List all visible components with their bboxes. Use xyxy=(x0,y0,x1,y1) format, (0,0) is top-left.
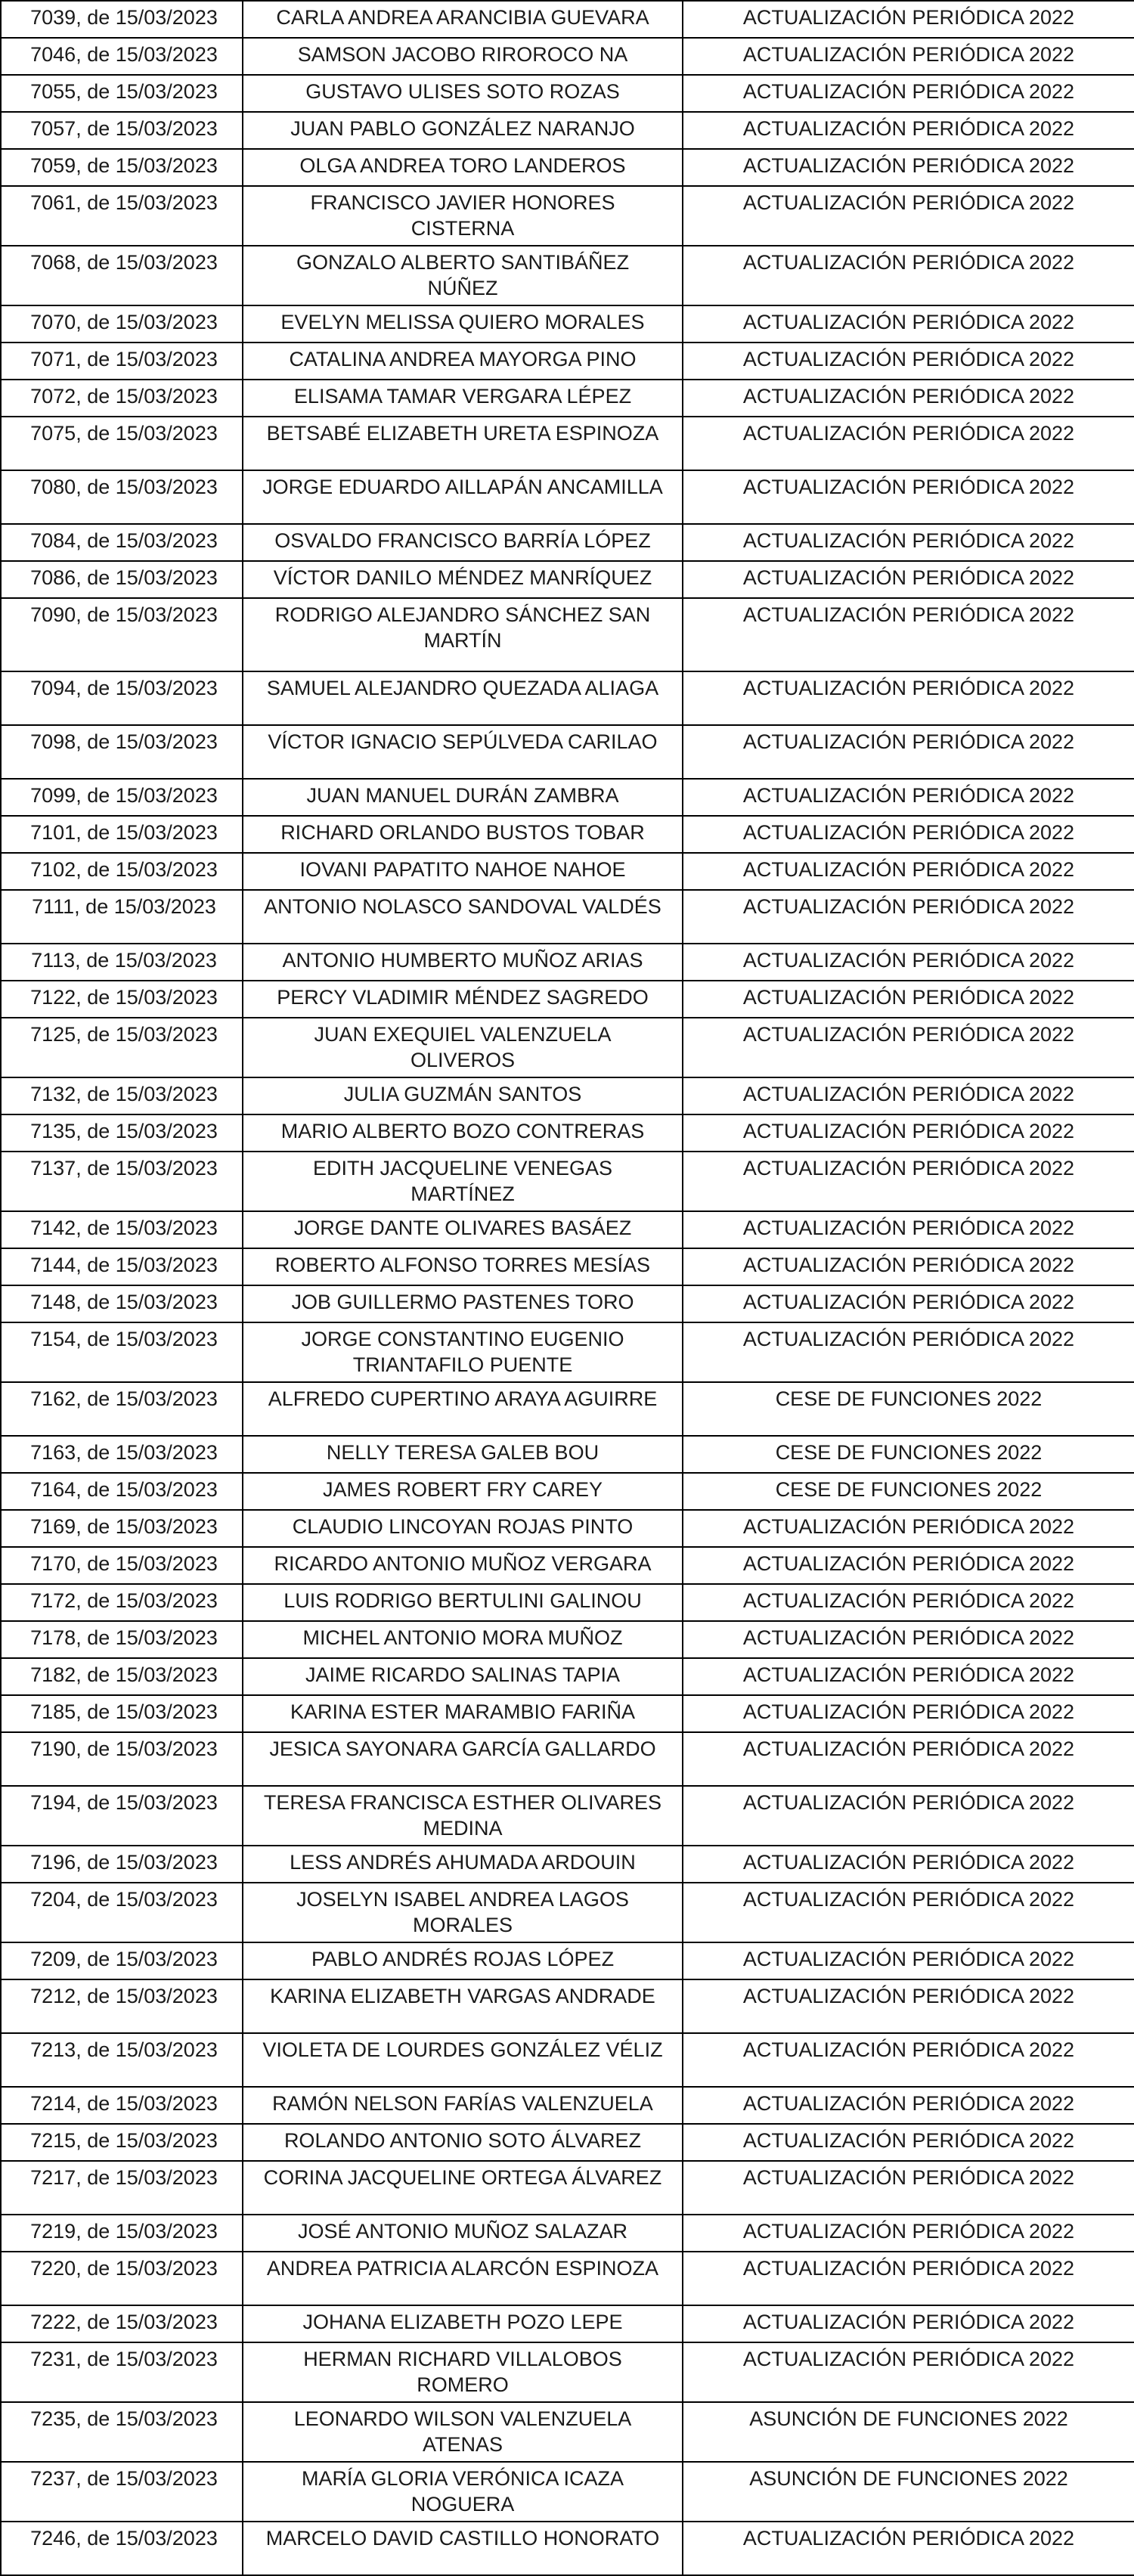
resolution-cell: 7204, de 15/03/2023 xyxy=(1,1883,243,1942)
table-row xyxy=(1,2402,1134,2462)
table-row xyxy=(1,1695,1134,1732)
table-row xyxy=(1,890,1134,944)
type-cell: ACTUALIZACIÓN PERIÓDICA 2022 xyxy=(683,524,1134,561)
name-cell: JUAN MANUEL DURÁN ZAMBRA xyxy=(243,779,683,816)
type-cell: ACTUALIZACIÓN PERIÓDICA 2022 xyxy=(683,2252,1134,2305)
type-cell: CESE DE FUNCIONES 2022 xyxy=(683,1473,1134,1510)
resolution-cell: 7075, de 15/03/2023 xyxy=(1,417,243,470)
name-cell: SAMUEL ALEJANDRO QUEZADA ALIAGA xyxy=(243,671,683,725)
name-cell: FRANCISCO JAVIER HONORES CISTERNA xyxy=(243,186,683,246)
name-cell: CLAUDIO LINCOYAN ROJAS PINTO xyxy=(243,1510,683,1547)
table-row xyxy=(1,2124,1134,2161)
table-row xyxy=(1,1114,1134,1152)
name-cell: GUSTAVO ULISES SOTO ROZAS xyxy=(243,75,683,112)
table-row xyxy=(1,1621,1134,1658)
name-cell: JESICA SAYONARA GARCÍA GALLARDO xyxy=(243,1732,683,1786)
resolution-cell: 7144, de 15/03/2023 xyxy=(1,1248,243,1285)
resolution-cell: 7182, de 15/03/2023 xyxy=(1,1658,243,1695)
type-cell: ACTUALIZACIÓN PERIÓDICA 2022 xyxy=(683,2033,1134,2087)
type-cell: ACTUALIZACIÓN PERIÓDICA 2022 xyxy=(683,725,1134,779)
resolution-cell: 7068, de 15/03/2023 xyxy=(1,246,243,305)
name-cell: ALFREDO CUPERTINO ARAYA AGUIRRE xyxy=(243,1382,683,1436)
table-row xyxy=(1,1883,1134,1942)
name-cell: JAIME RICARDO SALINAS TAPIA xyxy=(243,1658,683,1695)
table-row xyxy=(1,1786,1134,1846)
type-cell: ACTUALIZACIÓN PERIÓDICA 2022 xyxy=(683,1942,1134,1979)
table-row xyxy=(1,779,1134,816)
type-cell: ASUNCIÓN DE FUNCIONES 2022 xyxy=(683,2402,1134,2462)
resolution-cell: 7209, de 15/03/2023 xyxy=(1,1942,243,1979)
type-cell: ACTUALIZACIÓN PERIÓDICA 2022 xyxy=(683,1658,1134,1695)
table-row xyxy=(1,1382,1134,1436)
table-row xyxy=(1,671,1134,725)
table-row xyxy=(1,1436,1134,1473)
name-cell: CORINA JACQUELINE ORTEGA ÁLVAREZ xyxy=(243,2161,683,2215)
type-cell: ACTUALIZACIÓN PERIÓDICA 2022 xyxy=(683,112,1134,149)
name-cell: JUAN EXEQUIEL VALENZUELA OLIVEROS xyxy=(243,1018,683,1077)
name-cell: RICARDO ANTONIO MUÑOZ VERGARA xyxy=(243,1547,683,1584)
type-cell: ACTUALIZACIÓN PERIÓDICA 2022 xyxy=(683,1786,1134,1846)
type-cell: ACTUALIZACIÓN PERIÓDICA 2022 xyxy=(683,343,1134,380)
resolution-cell: 7190, de 15/03/2023 xyxy=(1,1732,243,1786)
name-cell: CATALINA ANDREA MAYORGA PINO xyxy=(243,343,683,380)
resolution-cell: 7163, de 15/03/2023 xyxy=(1,1436,243,1473)
name-cell: JOSELYN ISABEL ANDREA LAGOS MORALES xyxy=(243,1883,683,1942)
resolution-cell: 7122, de 15/03/2023 xyxy=(1,981,243,1018)
name-cell: ROBERTO ALFONSO TORRES MESÍAS xyxy=(243,1248,683,1285)
name-cell: IOVANI PAPATITO NAHOE NAHOE xyxy=(243,853,683,890)
type-cell: ACTUALIZACIÓN PERIÓDICA 2022 xyxy=(683,1732,1134,1786)
name-cell: LESS ANDRÉS AHUMADA ARDOUIN xyxy=(243,1846,683,1883)
type-cell: ACTUALIZACIÓN PERIÓDICA 2022 xyxy=(683,75,1134,112)
name-cell: VIOLETA DE LOURDES GONZÁLEZ VÉLIZ xyxy=(243,2033,683,2087)
type-cell: ACTUALIZACIÓN PERIÓDICA 2022 xyxy=(683,1211,1134,1248)
name-cell: ANTONIO NOLASCO SANDOVAL VALDÉS xyxy=(243,890,683,944)
type-cell: ACTUALIZACIÓN PERIÓDICA 2022 xyxy=(683,1510,1134,1547)
name-cell: RAMÓN NELSON FARÍAS VALENZUELA xyxy=(243,2087,683,2124)
name-cell: OSVALDO FRANCISCO BARRÍA LÓPEZ xyxy=(243,524,683,561)
table-row xyxy=(1,853,1134,890)
table-row xyxy=(1,2462,1134,2522)
resolution-cell: 7217, de 15/03/2023 xyxy=(1,2161,243,2215)
resolution-cell: 7194, de 15/03/2023 xyxy=(1,1786,243,1846)
table-row xyxy=(1,1942,1134,1979)
type-cell: ACTUALIZACIÓN PERIÓDICA 2022 xyxy=(683,1,1134,38)
type-cell: ACTUALIZACIÓN PERIÓDICA 2022 xyxy=(683,305,1134,343)
name-cell: MARÍA GLORIA VERÓNICA ICAZA NOGUERA xyxy=(243,2462,683,2522)
resolution-cell: 7154, de 15/03/2023 xyxy=(1,1322,243,1382)
name-cell: ELISAMA TAMAR VERGARA LÉPEZ xyxy=(243,380,683,417)
resolution-cell: 7222, de 15/03/2023 xyxy=(1,2305,243,2342)
type-cell: ACTUALIZACIÓN PERIÓDICA 2022 xyxy=(683,1979,1134,2033)
resolution-cell: 7072, de 15/03/2023 xyxy=(1,380,243,417)
resolution-cell: 7125, de 15/03/2023 xyxy=(1,1018,243,1077)
type-cell: ACTUALIZACIÓN PERIÓDICA 2022 xyxy=(683,2124,1134,2161)
name-cell: KARINA ESTER MARAMBIO FARIÑA xyxy=(243,1695,683,1732)
resolution-cell: 7113, de 15/03/2023 xyxy=(1,944,243,981)
table-row xyxy=(1,380,1134,417)
table-row xyxy=(1,1846,1134,1883)
name-cell: SAMSON JACOBO RIROROCO NA xyxy=(243,38,683,75)
name-cell: JUAN PABLO GONZÁLEZ NARANJO xyxy=(243,112,683,149)
resolution-cell: 7084, de 15/03/2023 xyxy=(1,524,243,561)
type-cell: ACTUALIZACIÓN PERIÓDICA 2022 xyxy=(683,1846,1134,1883)
table-row xyxy=(1,1152,1134,1211)
table-row xyxy=(1,2342,1134,2402)
table-row xyxy=(1,1473,1134,1510)
table-row xyxy=(1,1211,1134,1248)
name-cell: OLGA ANDREA TORO LANDEROS xyxy=(243,149,683,186)
table-row xyxy=(1,186,1134,246)
resolution-cell: 7046, de 15/03/2023 xyxy=(1,38,243,75)
table-row xyxy=(1,944,1134,981)
name-cell: MICHEL ANTONIO MORA MUÑOZ xyxy=(243,1621,683,1658)
resolution-cell: 7172, de 15/03/2023 xyxy=(1,1584,243,1621)
type-cell: ACTUALIZACIÓN PERIÓDICA 2022 xyxy=(683,246,1134,305)
resolution-cell: 7178, de 15/03/2023 xyxy=(1,1621,243,1658)
table-row xyxy=(1,246,1134,305)
type-cell: ACTUALIZACIÓN PERIÓDICA 2022 xyxy=(683,2305,1134,2342)
type-cell: ACTUALIZACIÓN PERIÓDICA 2022 xyxy=(683,598,1134,671)
resolution-cell: 7212, de 15/03/2023 xyxy=(1,1979,243,2033)
type-cell: ACTUALIZACIÓN PERIÓDICA 2022 xyxy=(683,1883,1134,1942)
resolution-cell: 7235, de 15/03/2023 xyxy=(1,2402,243,2462)
name-cell: RODRIGO ALEJANDRO SÁNCHEZ SAN MARTÍN xyxy=(243,598,683,671)
type-cell: ACTUALIZACIÓN PERIÓDICA 2022 xyxy=(683,1695,1134,1732)
resolution-cell: 7220, de 15/03/2023 xyxy=(1,2252,243,2305)
table-row xyxy=(1,343,1134,380)
type-cell: ACTUALIZACIÓN PERIÓDICA 2022 xyxy=(683,1621,1134,1658)
table-row xyxy=(1,725,1134,779)
table-row xyxy=(1,981,1134,1018)
type-cell: ACTUALIZACIÓN PERIÓDICA 2022 xyxy=(683,2215,1134,2252)
name-cell: CARLA ANDREA ARANCIBIA GUEVARA xyxy=(243,1,683,38)
resolution-cell: 7086, de 15/03/2023 xyxy=(1,561,243,598)
name-cell: ANTONIO HUMBERTO MUÑOZ ARIAS xyxy=(243,944,683,981)
name-cell: BETSABÉ ELIZABETH URETA ESPINOZA xyxy=(243,417,683,470)
type-cell: ACTUALIZACIÓN PERIÓDICA 2022 xyxy=(683,1584,1134,1621)
resolution-cell: 7094, de 15/03/2023 xyxy=(1,671,243,725)
type-cell: ACTUALIZACIÓN PERIÓDICA 2022 xyxy=(683,149,1134,186)
resolution-cell: 7213, de 15/03/2023 xyxy=(1,2033,243,2087)
table-row xyxy=(1,1979,1134,2033)
table-row xyxy=(1,1584,1134,1621)
type-cell: ACTUALIZACIÓN PERIÓDICA 2022 xyxy=(683,890,1134,944)
resolution-cell: 7071, de 15/03/2023 xyxy=(1,343,243,380)
table-row xyxy=(1,1732,1134,1786)
resolution-cell: 7135, de 15/03/2023 xyxy=(1,1114,243,1152)
name-cell: JOB GUILLERMO PASTENES TORO xyxy=(243,1285,683,1322)
resolution-cell: 7170, de 15/03/2023 xyxy=(1,1547,243,1584)
resolution-cell: 7090, de 15/03/2023 xyxy=(1,598,243,671)
resolution-cell: 7237, de 15/03/2023 xyxy=(1,2462,243,2522)
table-row xyxy=(1,2305,1134,2342)
name-cell: RICHARD ORLANDO BUSTOS TOBAR xyxy=(243,816,683,853)
type-cell: ACTUALIZACIÓN PERIÓDICA 2022 xyxy=(683,853,1134,890)
table-row xyxy=(1,561,1134,598)
table-row xyxy=(1,112,1134,149)
type-cell: CESE DE FUNCIONES 2022 xyxy=(683,1436,1134,1473)
type-cell: ACTUALIZACIÓN PERIÓDICA 2022 xyxy=(683,1285,1134,1322)
name-cell: LEONARDO WILSON VALENZUELA ATENAS xyxy=(243,2402,683,2462)
name-cell: PABLO ANDRÉS ROJAS LÓPEZ xyxy=(243,1942,683,1979)
type-cell: ACTUALIZACIÓN PERIÓDICA 2022 xyxy=(683,671,1134,725)
resolution-cell: 7148, de 15/03/2023 xyxy=(1,1285,243,1322)
name-cell: JORGE CONSTANTINO EUGENIO TRIANTAFILO PUENTE xyxy=(243,1322,683,1382)
name-cell: VÍCTOR IGNACIO SEPÚLVEDA CARILAO xyxy=(243,725,683,779)
table-row xyxy=(1,470,1134,524)
type-cell: ACTUALIZACIÓN PERIÓDICA 2022 xyxy=(683,1547,1134,1584)
resolution-cell: 7142, de 15/03/2023 xyxy=(1,1211,243,1248)
name-cell: JOSÉ ANTONIO MUÑOZ SALAZAR xyxy=(243,2215,683,2252)
name-cell: EVELYN MELISSA QUIERO MORALES xyxy=(243,305,683,343)
name-cell: JULIA GUZMÁN SANTOS xyxy=(243,1077,683,1114)
table-row xyxy=(1,1322,1134,1382)
resolution-cell: 7061, de 15/03/2023 xyxy=(1,186,243,246)
table-row xyxy=(1,149,1134,186)
resolution-cell: 7080, de 15/03/2023 xyxy=(1,470,243,524)
table-row xyxy=(1,305,1134,343)
table-row xyxy=(1,2033,1134,2087)
resolution-cell: 7039, de 15/03/2023 xyxy=(1,1,243,38)
table-row xyxy=(1,1248,1134,1285)
name-cell: VÍCTOR DANILO MÉNDEZ MANRÍQUEZ xyxy=(243,561,683,598)
resolution-cell: 7196, de 15/03/2023 xyxy=(1,1846,243,1883)
type-cell: ACTUALIZACIÓN PERIÓDICA 2022 xyxy=(683,981,1134,1018)
type-cell: CESE DE FUNCIONES 2022 xyxy=(683,1382,1134,1436)
table-row xyxy=(1,1510,1134,1547)
table-body xyxy=(1,1,1134,2575)
resolution-cell: 7099, de 15/03/2023 xyxy=(1,779,243,816)
type-cell: ACTUALIZACIÓN PERIÓDICA 2022 xyxy=(683,1248,1134,1285)
name-cell: GONZALO ALBERTO SANTIBÁÑEZ NÚÑEZ xyxy=(243,246,683,305)
resolution-cell: 7098, de 15/03/2023 xyxy=(1,725,243,779)
type-cell: ASUNCIÓN DE FUNCIONES 2022 xyxy=(683,2462,1134,2522)
resolution-cell: 7185, de 15/03/2023 xyxy=(1,1695,243,1732)
resolution-cell: 7070, de 15/03/2023 xyxy=(1,305,243,343)
table-row xyxy=(1,2087,1134,2124)
resolution-cell: 7137, de 15/03/2023 xyxy=(1,1152,243,1211)
name-cell: ROLANDO ANTONIO SOTO ÁLVAREZ xyxy=(243,2124,683,2161)
type-cell: ACTUALIZACIÓN PERIÓDICA 2022 xyxy=(683,2087,1134,2124)
table-row xyxy=(1,524,1134,561)
name-cell: PERCY VLADIMIR MÉNDEZ SAGREDO xyxy=(243,981,683,1018)
name-cell: MARCELO DAVID CASTILLO HONORATO xyxy=(243,2522,683,2575)
table-row xyxy=(1,75,1134,112)
type-cell: ACTUALIZACIÓN PERIÓDICA 2022 xyxy=(683,2342,1134,2402)
name-cell: JOHANA ELIZABETH POZO LEPE xyxy=(243,2305,683,2342)
table-row xyxy=(1,2252,1134,2305)
type-cell: ACTUALIZACIÓN PERIÓDICA 2022 xyxy=(683,779,1134,816)
name-cell: KARINA ELIZABETH VARGAS ANDRADE xyxy=(243,1979,683,2033)
type-cell: ACTUALIZACIÓN PERIÓDICA 2022 xyxy=(683,2522,1134,2575)
table-row xyxy=(1,38,1134,75)
resolution-cell: 7169, de 15/03/2023 xyxy=(1,1510,243,1547)
table-row xyxy=(1,1547,1134,1584)
name-cell: MARIO ALBERTO BOZO CONTRERAS xyxy=(243,1114,683,1152)
resolution-cell: 7215, de 15/03/2023 xyxy=(1,2124,243,2161)
name-cell: JORGE EDUARDO AILLAPÁN ANCAMILLA xyxy=(243,470,683,524)
type-cell: ACTUALIZACIÓN PERIÓDICA 2022 xyxy=(683,1152,1134,1211)
resolution-cell: 7219, de 15/03/2023 xyxy=(1,2215,243,2252)
resolution-cell: 7231, de 15/03/2023 xyxy=(1,2342,243,2402)
resolution-cell: 7101, de 15/03/2023 xyxy=(1,816,243,853)
resolution-cell: 7132, de 15/03/2023 xyxy=(1,1077,243,1114)
type-cell: ACTUALIZACIÓN PERIÓDICA 2022 xyxy=(683,2161,1134,2215)
type-cell: ACTUALIZACIÓN PERIÓDICA 2022 xyxy=(683,1322,1134,1382)
table-row xyxy=(1,1,1134,38)
table-row xyxy=(1,1077,1134,1114)
type-cell: ACTUALIZACIÓN PERIÓDICA 2022 xyxy=(683,380,1134,417)
name-cell: JAMES ROBERT FRY CAREY xyxy=(243,1473,683,1510)
name-cell: TERESA FRANCISCA ESTHER OLIVARES MEDINA xyxy=(243,1786,683,1846)
type-cell: ACTUALIZACIÓN PERIÓDICA 2022 xyxy=(683,1077,1134,1114)
name-cell: HERMAN RICHARD VILLALOBOS ROMERO xyxy=(243,2342,683,2402)
resolution-cell: 7055, de 15/03/2023 xyxy=(1,75,243,112)
name-cell: EDITH JACQUELINE VENEGAS MARTÍNEZ xyxy=(243,1152,683,1211)
type-cell: ACTUALIZACIÓN PERIÓDICA 2022 xyxy=(683,816,1134,853)
resolution-cell: 7059, de 15/03/2023 xyxy=(1,149,243,186)
type-cell: ACTUALIZACIÓN PERIÓDICA 2022 xyxy=(683,186,1134,246)
resolution-cell: 7164, de 15/03/2023 xyxy=(1,1473,243,1510)
resolution-cell: 7246, de 15/03/2023 xyxy=(1,2522,243,2575)
table-row xyxy=(1,1658,1134,1695)
resolution-cell: 7162, de 15/03/2023 xyxy=(1,1382,243,1436)
type-cell: ACTUALIZACIÓN PERIÓDICA 2022 xyxy=(683,944,1134,981)
table-row xyxy=(1,816,1134,853)
table-row xyxy=(1,2215,1134,2252)
name-cell: JORGE DANTE OLIVARES BASÁEZ xyxy=(243,1211,683,1248)
table-row xyxy=(1,2522,1134,2575)
resolution-cell: 7111, de 15/03/2023 xyxy=(1,890,243,944)
type-cell: ACTUALIZACIÓN PERIÓDICA 2022 xyxy=(683,417,1134,470)
type-cell: ACTUALIZACIÓN PERIÓDICA 2022 xyxy=(683,1114,1134,1152)
table-row xyxy=(1,598,1134,671)
name-cell: ANDREA PATRICIA ALARCÓN ESPINOZA xyxy=(243,2252,683,2305)
table-row xyxy=(1,1285,1134,1322)
type-cell: ACTUALIZACIÓN PERIÓDICA 2022 xyxy=(683,561,1134,598)
type-cell: ACTUALIZACIÓN PERIÓDICA 2022 xyxy=(683,38,1134,75)
resolution-cell: 7102, de 15/03/2023 xyxy=(1,853,243,890)
resolution-cell: 7214, de 15/03/2023 xyxy=(1,2087,243,2124)
name-cell: LUIS RODRIGO BERTULINI GALINOU xyxy=(243,1584,683,1621)
name-cell: NELLY TERESA GALEB BOU xyxy=(243,1436,683,1473)
resolution-cell: 7057, de 15/03/2023 xyxy=(1,112,243,149)
table-row xyxy=(1,417,1134,470)
table-row xyxy=(1,1018,1134,1077)
type-cell: ACTUALIZACIÓN PERIÓDICA 2022 xyxy=(683,470,1134,524)
type-cell: ACTUALIZACIÓN PERIÓDICA 2022 xyxy=(683,1018,1134,1077)
table-row xyxy=(1,2161,1134,2215)
